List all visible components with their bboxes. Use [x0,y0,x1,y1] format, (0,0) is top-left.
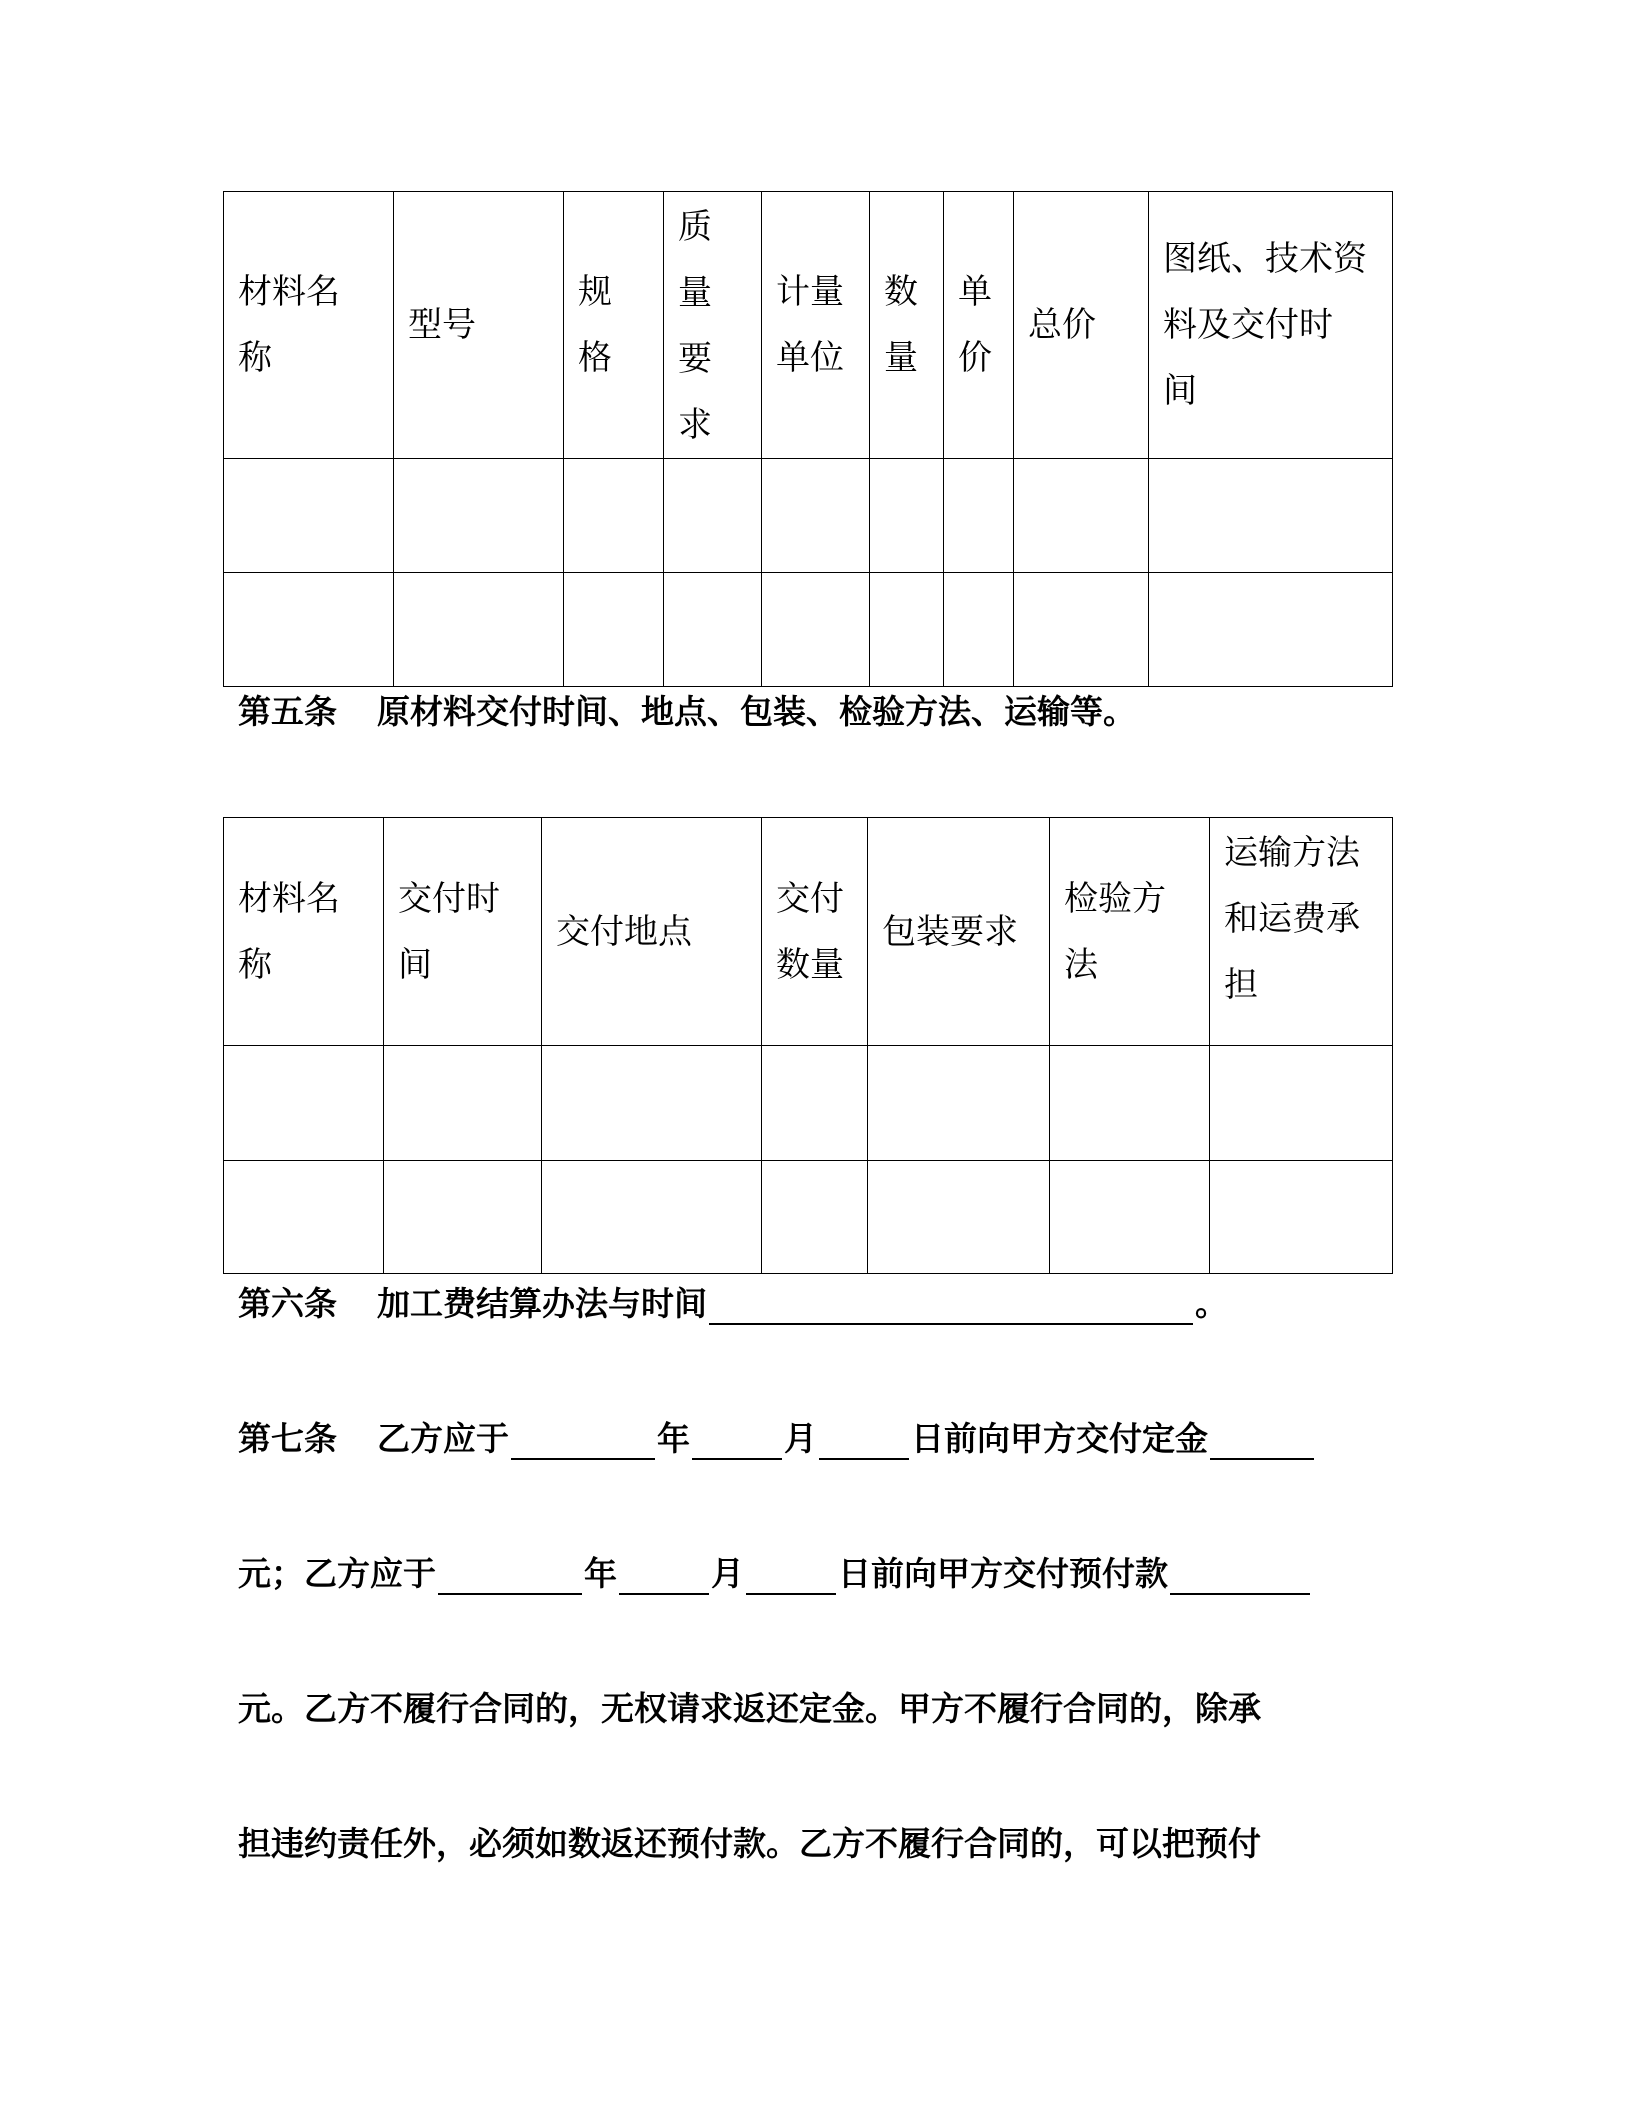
column-header: 质 量 要 求 [664,192,762,459]
table-cell[interactable] [762,459,870,573]
period: 。 [1195,1284,1228,1323]
table-row [224,573,1393,687]
month-label: 月 [711,1554,744,1593]
table-row [224,1046,1393,1161]
table-cell[interactable] [870,459,944,573]
column-header: 材料名 称 [224,192,394,459]
table-cell[interactable] [1014,573,1149,687]
text: 乙方应于 [377,1419,509,1458]
article-7-line-2 [238,1548,1312,1595]
table-cell[interactable] [1149,459,1393,573]
table-cell[interactable] [944,459,1014,573]
table-cell[interactable] [664,459,762,573]
table-cell[interactable] [1014,459,1149,573]
text: 元；乙方应于 [238,1554,436,1593]
column-header: 交付 数量 [762,818,868,1046]
table-cell[interactable] [870,573,944,687]
article-7-line-4: 担违约责任外，必须如数返还预付款。乙方不履行合同的，可以把预付 [238,1824,1261,1863]
table-cell[interactable] [542,1161,762,1274]
text: 日前向甲方交付定金 [911,1419,1208,1458]
table2-header-row [224,818,1393,1046]
column-header: 单 价 [944,192,1014,459]
column-header: 型号 [394,192,564,459]
column-header: 材料名 称 [224,818,384,1046]
table-cell[interactable] [1050,1046,1210,1161]
article-text: 加工费结算办法与时间 [377,1284,707,1323]
delivery-table [223,817,1393,1274]
table-cell[interactable] [224,459,394,573]
column-header: 数 量 [870,192,944,459]
month-label: 月 [784,1419,817,1458]
table-cell[interactable] [542,1046,762,1161]
deposit-day-blank[interactable] [819,1424,909,1460]
table-cell[interactable] [224,573,394,687]
column-header: 交付地点 [542,818,762,1046]
column-header: 计量 单位 [762,192,870,459]
prepayment-day-blank[interactable] [746,1559,836,1595]
deposit-month-blank[interactable] [692,1424,782,1460]
column-header: 运输方法 和运费承 担 [1210,818,1393,1046]
article-6 [238,1278,1228,1325]
article-number: 第七条 [238,1419,337,1458]
column-header: 图纸、技术资 料及交付时 间 [1149,192,1393,459]
article-text: 原材料交付时间、地点、包装、检验方法、运输等。 [377,692,1136,731]
table-cell[interactable] [1210,1161,1393,1274]
year-label: 年 [584,1554,617,1593]
column-header: 交付时 间 [384,818,542,1046]
table-cell[interactable] [762,573,870,687]
table-cell[interactable] [868,1046,1050,1161]
table-cell[interactable] [384,1046,542,1161]
table-cell[interactable] [1050,1161,1210,1274]
table-row [224,459,1393,573]
text: 日前向甲方交付预付款 [838,1554,1168,1593]
article-number: 第六条 [238,1284,337,1323]
year-label: 年 [657,1419,690,1458]
table-cell[interactable] [224,1046,384,1161]
table-cell[interactable] [564,459,664,573]
column-header: 总价 [1014,192,1149,459]
settlement-blank[interactable] [709,1289,1193,1325]
materials-spec-table [223,191,1393,687]
prepayment-month-blank[interactable] [619,1559,709,1595]
column-header: 包装要求 [868,818,1050,1046]
table-cell[interactable] [564,573,664,687]
article-7-line-3: 元。乙方不履行合同的，无权请求返还定金。甲方不履行合同的，除承 [238,1689,1261,1728]
deposit-amount-blank[interactable] [1210,1424,1314,1460]
deposit-year-blank[interactable] [511,1424,655,1460]
article-7-line-1 [238,1413,1316,1460]
table-cell[interactable] [394,459,564,573]
table-cell[interactable] [868,1161,1050,1274]
table-cell[interactable] [394,573,564,687]
column-header: 检验方 法 [1050,818,1210,1046]
table-cell[interactable] [762,1161,868,1274]
article-number: 第五条 [238,692,337,731]
table-cell[interactable] [1149,573,1393,687]
table-cell[interactable] [384,1161,542,1274]
prepayment-amount-blank[interactable] [1170,1559,1310,1595]
table-cell[interactable] [664,573,762,687]
table-cell[interactable] [224,1161,384,1274]
article-5 [238,686,1136,733]
table-cell[interactable] [1210,1046,1393,1161]
table-row [224,1161,1393,1274]
column-header: 规 格 [564,192,664,459]
table-cell[interactable] [762,1046,868,1161]
table1-header-row [224,192,1393,459]
table-cell[interactable] [944,573,1014,687]
prepayment-year-blank[interactable] [438,1559,582,1595]
